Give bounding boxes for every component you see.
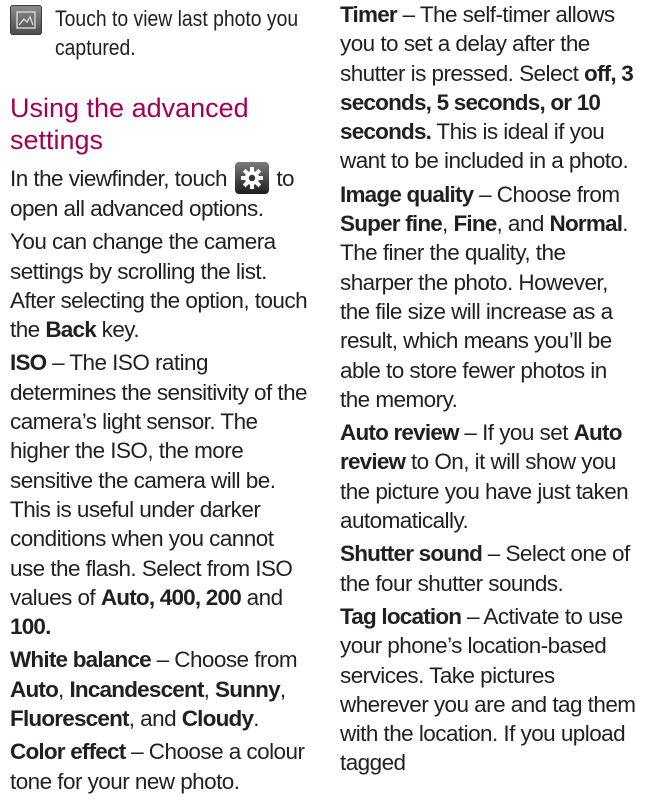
auto-review-paragraph bbox=[340, 418, 642, 535]
iso-paragraph bbox=[10, 348, 310, 641]
wb-option-incandescent: Incandescent bbox=[69, 676, 204, 702]
picture-icon bbox=[10, 5, 42, 35]
tag-location-text: – Activate to use your phone’s location-based services. Take pictures wherever you are and tag them with the location. If you upload tagged bbox=[340, 603, 636, 776]
iq-sep1: , bbox=[442, 211, 454, 237]
iq-option-fine: Fine bbox=[453, 211, 497, 237]
section-heading-line2: settings bbox=[10, 125, 104, 155]
timer-label: Timer bbox=[340, 2, 397, 27]
iso-last: 100. bbox=[10, 614, 51, 640]
color-effect-paragraph bbox=[10, 737, 310, 796]
iq-and: , and bbox=[496, 211, 550, 237]
iso-and: and bbox=[240, 584, 283, 610]
wb-sep2: , bbox=[203, 676, 216, 702]
scroll-paragraph bbox=[10, 227, 310, 344]
intro-paragraph bbox=[10, 162, 310, 223]
iq-option-normal: Normal bbox=[549, 211, 623, 237]
iq-option-super-fine: Super fine bbox=[340, 211, 443, 237]
intro-line2: open all advanced options. bbox=[10, 196, 264, 221]
image-quality-label: Image quality bbox=[340, 181, 474, 207]
white-balance-text: – Choose from bbox=[150, 647, 298, 673]
white-balance-label: White balance bbox=[10, 647, 151, 673]
wb-end: . bbox=[253, 706, 259, 732]
image-quality-text: – Choose from bbox=[473, 181, 620, 207]
section-heading bbox=[10, 92, 310, 156]
white-balance-paragraph bbox=[10, 645, 310, 733]
intro-after: to bbox=[276, 166, 295, 191]
shutter-sound-text: – Select one of the four shutter sounds. bbox=[340, 541, 630, 596]
scroll-text: You can change the camera settings by scrolling the list. After selecting the option, touch the bbox=[10, 229, 308, 343]
wb-option-auto: Auto bbox=[10, 676, 59, 702]
back-key-label: Back bbox=[45, 317, 96, 343]
last-photo-description bbox=[55, 4, 313, 62]
iso-text: – The ISO rating determines the sensitivity of the camera’s light sensor. The higher the ISO, the more sensitive the camera will be. This is useful under darker conditions when you cannot use the flash. Select from ISO values of bbox=[10, 350, 308, 610]
auto-review-end: to On, it will show you the picture you have just taken automatically. bbox=[340, 449, 629, 534]
tag-location-label: Tag location bbox=[340, 603, 462, 629]
intro-before: In the viewfinder, touch bbox=[10, 166, 227, 191]
wb-and: , and bbox=[128, 706, 182, 732]
section-heading-line1: Using the advanced bbox=[10, 93, 249, 123]
last-photo-row bbox=[10, 0, 310, 92]
color-effect-text: – Choose a colour tone for your new photo. bbox=[10, 739, 305, 794]
timer-text: – The self-timer allows you to set a delay after the shutter is pressed. Select bbox=[340, 2, 615, 86]
tag-location-paragraph bbox=[340, 602, 642, 778]
last-photo-line2: captured. bbox=[55, 35, 136, 60]
iso-label: ISO bbox=[10, 350, 47, 376]
auto-review-label: Auto review bbox=[340, 420, 459, 446]
auto-review-label2: Auto review bbox=[340, 420, 622, 475]
iso-values: Auto, 400, 200 bbox=[100, 584, 241, 610]
wb-option-cloudy: Cloudy bbox=[181, 706, 254, 732]
auto-review-text: – If you set bbox=[458, 420, 574, 446]
image-quality-end: . The finer the quality, the sharper the photo. However, the file size will increase as a result, which means you’ll be able to store fewer photos in the memory. bbox=[340, 211, 628, 412]
wb-option-sunny: Sunny bbox=[215, 676, 280, 702]
color-effect-label: Color effect bbox=[10, 739, 126, 765]
timer-values: off, 3 seconds, 5 seconds, or 10 seconds. bbox=[340, 60, 633, 145]
right-column bbox=[340, 0, 642, 782]
scroll-end: key. bbox=[101, 317, 140, 343]
gear-icon bbox=[235, 162, 269, 194]
timer-paragraph bbox=[340, 0, 642, 176]
image-quality-paragraph bbox=[340, 180, 642, 414]
wb-option-fluorescent: Fluorescent bbox=[10, 706, 129, 732]
wb-sep3: , bbox=[279, 676, 286, 702]
left-column bbox=[10, 0, 310, 800]
timer-end: This is ideal if you want to be included in a photo. bbox=[340, 119, 629, 174]
shutter-sound-label: Shutter sound bbox=[340, 541, 483, 567]
shutter-sound-paragraph bbox=[340, 539, 642, 598]
last-photo-line1: Touch to view last photo you bbox=[55, 6, 299, 31]
wb-sep1: , bbox=[58, 676, 70, 702]
